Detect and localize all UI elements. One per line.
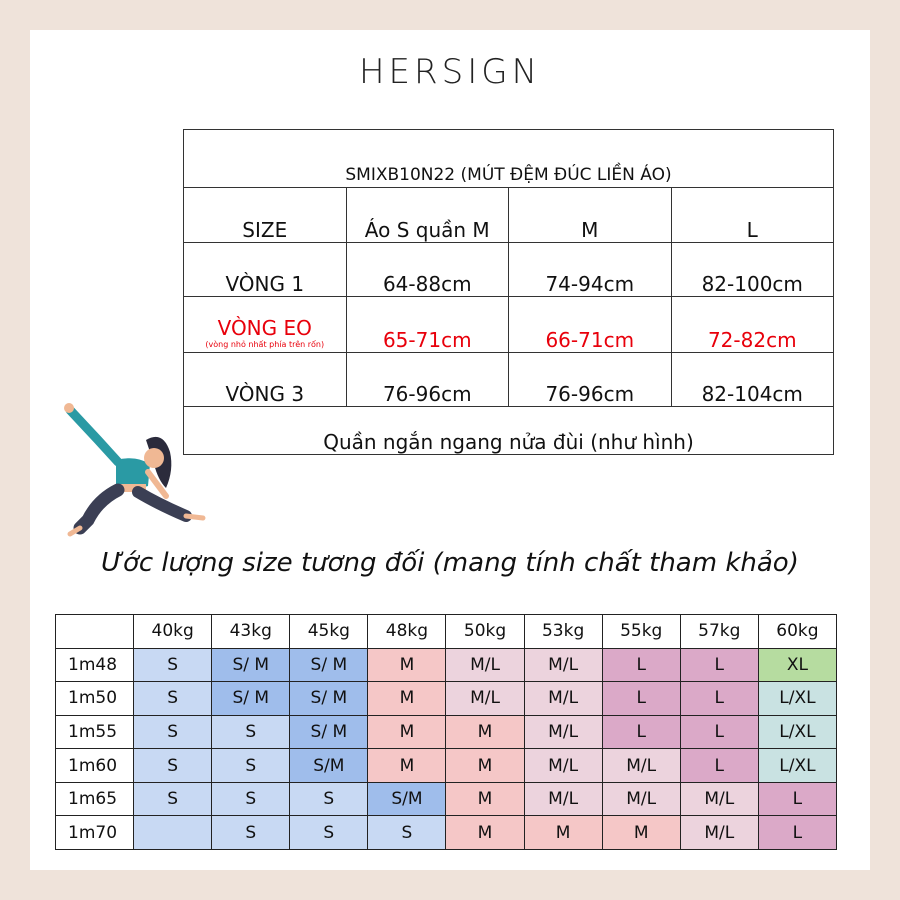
size-estimate-cell: M/L bbox=[524, 749, 602, 783]
size-cell-highlight: 65-71cm bbox=[346, 297, 509, 353]
weight-header: 45kg bbox=[290, 615, 368, 649]
size-cell-highlight: 72-82cm bbox=[671, 297, 834, 353]
size-estimate-cell: M/L bbox=[524, 782, 602, 816]
size-header-label: SIZE bbox=[184, 188, 347, 243]
size-estimate-grid bbox=[55, 614, 837, 850]
size-cell: 74-94cm bbox=[509, 243, 672, 297]
weight-header: 43kg bbox=[212, 615, 290, 649]
size-estimate-cell: S bbox=[134, 782, 212, 816]
size-estimate-cell: L bbox=[758, 782, 836, 816]
vongeo-label: VÒNG EO bbox=[217, 316, 312, 340]
size-header-col: Áo S quần M bbox=[346, 188, 509, 243]
weight-header: 55kg bbox=[602, 615, 680, 649]
vongeo-note: (vòng nhỏ nhất phía trên rốn) bbox=[205, 340, 325, 349]
size-cell: 82-104cm bbox=[671, 353, 834, 407]
size-table-title: SMIXB10N22 (MÚT ĐỆM ĐÚC LIỀN ÁO) bbox=[184, 130, 834, 188]
size-estimate-cell: S/M bbox=[290, 749, 368, 783]
size-estimate-cell: M/L bbox=[446, 682, 524, 716]
grid-header-row bbox=[56, 615, 837, 649]
size-estimate-cell: XL bbox=[758, 648, 836, 682]
size-estimate-cell: M bbox=[446, 749, 524, 783]
size-estimate-cell: S/M bbox=[368, 782, 446, 816]
size-estimate-cell: L bbox=[680, 682, 758, 716]
grid-corner-cell bbox=[56, 615, 134, 649]
height-header: 1m50 bbox=[56, 682, 134, 716]
size-cell: 82-100cm bbox=[671, 243, 834, 297]
size-estimate-cell: M/L bbox=[446, 648, 524, 682]
size-estimate-cell: L/XL bbox=[758, 682, 836, 716]
size-estimate-cell: L bbox=[602, 648, 680, 682]
size-estimate-cell: L bbox=[602, 682, 680, 716]
weight-header: 40kg bbox=[134, 615, 212, 649]
size-cell-highlight: 66-71cm bbox=[509, 297, 672, 353]
size-estimate-cell: M bbox=[368, 715, 446, 749]
size-estimate-cell: L bbox=[680, 648, 758, 682]
grid-row bbox=[56, 715, 837, 749]
size-estimate-cell: S/ M bbox=[290, 682, 368, 716]
size-estimate-cell: S bbox=[134, 715, 212, 749]
size-table bbox=[183, 129, 834, 455]
size-estimate-cell: L/XL bbox=[758, 715, 836, 749]
height-header: 1m60 bbox=[56, 749, 134, 783]
size-estimate-cell: M bbox=[368, 749, 446, 783]
size-cell: 76-96cm bbox=[346, 353, 509, 407]
size-estimate-cell: M/L bbox=[524, 648, 602, 682]
size-estimate-cell: M bbox=[446, 715, 524, 749]
size-estimate-cell: S bbox=[134, 749, 212, 783]
row-label-vong3: VÒNG 3 bbox=[184, 353, 347, 407]
size-estimate-cell: S bbox=[134, 648, 212, 682]
size-estimate-cell: S bbox=[368, 816, 446, 850]
size-cell: 64-88cm bbox=[346, 243, 509, 297]
grid-row bbox=[56, 816, 837, 850]
weight-header: 50kg bbox=[446, 615, 524, 649]
size-estimate-cell: M/L bbox=[680, 816, 758, 850]
weight-header: 60kg bbox=[758, 615, 836, 649]
size-estimate-cell: L bbox=[758, 816, 836, 850]
height-header: 1m55 bbox=[56, 715, 134, 749]
grid-row bbox=[56, 648, 837, 682]
row-label-vong1: VÒNG 1 bbox=[184, 243, 347, 297]
brand-logo: HERSIGN bbox=[358, 52, 542, 92]
size-estimate-cell: S bbox=[212, 715, 290, 749]
yoga-woman-illustration bbox=[58, 400, 208, 540]
size-estimate-cell: M/L bbox=[602, 749, 680, 783]
size-estimate-cell: S bbox=[290, 782, 368, 816]
size-estimate-cell bbox=[134, 816, 212, 850]
size-estimate-cell: M bbox=[446, 782, 524, 816]
grid-row bbox=[56, 749, 837, 783]
size-estimate-cell: L bbox=[602, 715, 680, 749]
size-estimate-cell: S/ M bbox=[290, 715, 368, 749]
weight-header: 53kg bbox=[524, 615, 602, 649]
grid-row bbox=[56, 682, 837, 716]
size-estimate-cell: M/L bbox=[524, 682, 602, 716]
size-estimate-cell: L bbox=[680, 715, 758, 749]
grid-row bbox=[56, 782, 837, 816]
size-estimate-cell: S bbox=[212, 782, 290, 816]
size-header-col: L bbox=[671, 188, 834, 243]
size-estimate-cell: S/ M bbox=[212, 682, 290, 716]
estimate-heading: Ước lượng size tương đối (mang tính chất tham khảo) bbox=[101, 548, 799, 578]
row-label-vongeo bbox=[184, 297, 347, 353]
size-estimate-cell: L bbox=[680, 749, 758, 783]
size-estimate-cell: M bbox=[602, 816, 680, 850]
size-estimate-cell: M bbox=[368, 648, 446, 682]
size-estimate-cell: S bbox=[134, 682, 212, 716]
size-estimate-cell: M/L bbox=[680, 782, 758, 816]
size-estimate-cell: M bbox=[368, 682, 446, 716]
size-estimate-cell: S/ M bbox=[212, 648, 290, 682]
height-header: 1m70 bbox=[56, 816, 134, 850]
size-estimate-cell: M/L bbox=[524, 715, 602, 749]
size-estimate-cell: M bbox=[446, 816, 524, 850]
size-estimate-cell: S bbox=[212, 749, 290, 783]
size-estimate-cell: M/L bbox=[602, 782, 680, 816]
weight-header: 48kg bbox=[368, 615, 446, 649]
height-header: 1m48 bbox=[56, 648, 134, 682]
size-estimate-cell: M bbox=[524, 816, 602, 850]
size-header-col: M bbox=[509, 188, 672, 243]
size-cell: 76-96cm bbox=[509, 353, 672, 407]
height-header: 1m65 bbox=[56, 782, 134, 816]
size-table-footer: Quần ngắn ngang nửa đùi (như hình) bbox=[184, 407, 834, 455]
size-estimate-cell: S/ M bbox=[290, 648, 368, 682]
size-estimate-cell: S bbox=[212, 816, 290, 850]
size-estimate-cell: L/XL bbox=[758, 749, 836, 783]
weight-header: 57kg bbox=[680, 615, 758, 649]
size-estimate-cell: S bbox=[290, 816, 368, 850]
